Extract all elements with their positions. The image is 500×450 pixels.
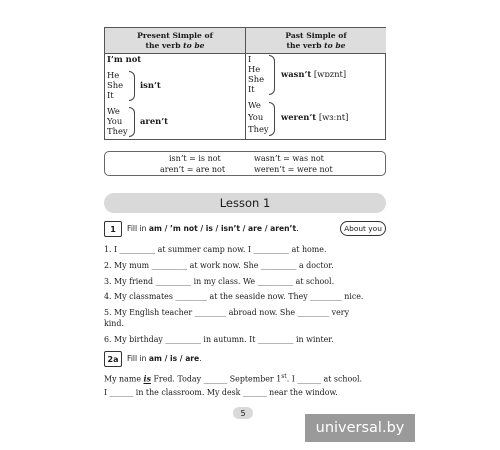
grammar-table xyxy=(104,27,386,140)
exercise-2a-icon: 2a xyxy=(104,351,122,367)
page-number: 5 xyxy=(233,407,253,419)
contraction-summary xyxy=(104,151,386,176)
summary-arent: aren’t = are not xyxy=(160,165,226,174)
pronoun-she: She xyxy=(107,80,124,90)
exercise-1-line: 5. My English teacher ________ abroad now. She ________ very xyxy=(104,308,350,317)
exercise-1-line: 3. My friend _________ in my class. We _________ at school. xyxy=(104,277,335,286)
summary-wasnt: wasn’t = was not xyxy=(254,154,324,163)
lesson-title: Lesson 1 xyxy=(104,193,386,213)
pronoun-he: He xyxy=(248,64,261,74)
exercise-2a-line: I ______ in the classroom. My desk ______ near the window. xyxy=(104,388,338,397)
brace xyxy=(269,102,275,136)
brace xyxy=(269,55,275,95)
exercise-1-icon: 1 xyxy=(104,221,122,237)
exercise-2a-instruction: Fill in am / is / are. xyxy=(127,354,202,363)
about-you-badge: About you xyxy=(340,221,386,236)
form-wasnt: wasn’t [wɒznt] xyxy=(281,69,347,79)
exercise-1-line: 2. My mum _________ at work now. She _________ a doctor. xyxy=(104,261,334,270)
present-header: Present Simple of the verb to be xyxy=(105,28,245,54)
form-arent: aren’t xyxy=(140,116,169,126)
pronoun-it: It xyxy=(248,84,255,94)
pronoun-we: We xyxy=(107,106,120,116)
summary-werent: weren’t = were not xyxy=(254,165,333,174)
exercise-1-line: 6. My birthday _________ in autumn. It _________ in winter. xyxy=(104,335,334,344)
pronoun-im-not: I’m not xyxy=(107,54,142,64)
exercise-1-line: kind. xyxy=(104,319,124,328)
exercise-1-instruction: Fill in am / ’m not / is / isn’t / are / aren’t. xyxy=(127,224,299,233)
form-werent: weren’t [wɜːnt] xyxy=(281,112,349,122)
form-isnt: isn’t xyxy=(140,80,161,90)
past-header: Past Simple of the verb to be xyxy=(246,28,386,54)
exercise-1-line: 4. My classmates ________ at the seaside now. They ________ nice. xyxy=(104,292,364,301)
column-divider xyxy=(245,28,246,139)
exercise-2a-line: My name is Fred. Today ______ September 1st. I ______ at school. xyxy=(104,373,363,384)
pronoun-you: You xyxy=(107,116,123,126)
watermark: universal.by xyxy=(305,414,415,442)
exercise-1-line: 1. I _________ at summer camp now. I _________ at home. xyxy=(104,245,327,254)
pronoun-he: He xyxy=(107,70,120,80)
brace xyxy=(129,107,135,137)
summary-isnt: isn’t = is not xyxy=(169,154,221,163)
pronoun-i: I xyxy=(248,54,252,64)
pronoun-she: She xyxy=(248,74,265,84)
pronoun-you: You xyxy=(248,112,264,122)
brace xyxy=(129,71,135,101)
pronoun-they: They xyxy=(107,126,128,136)
pronoun-it: It xyxy=(107,90,114,100)
pronoun-they: They xyxy=(248,124,269,134)
pronoun-we: We xyxy=(248,100,261,110)
